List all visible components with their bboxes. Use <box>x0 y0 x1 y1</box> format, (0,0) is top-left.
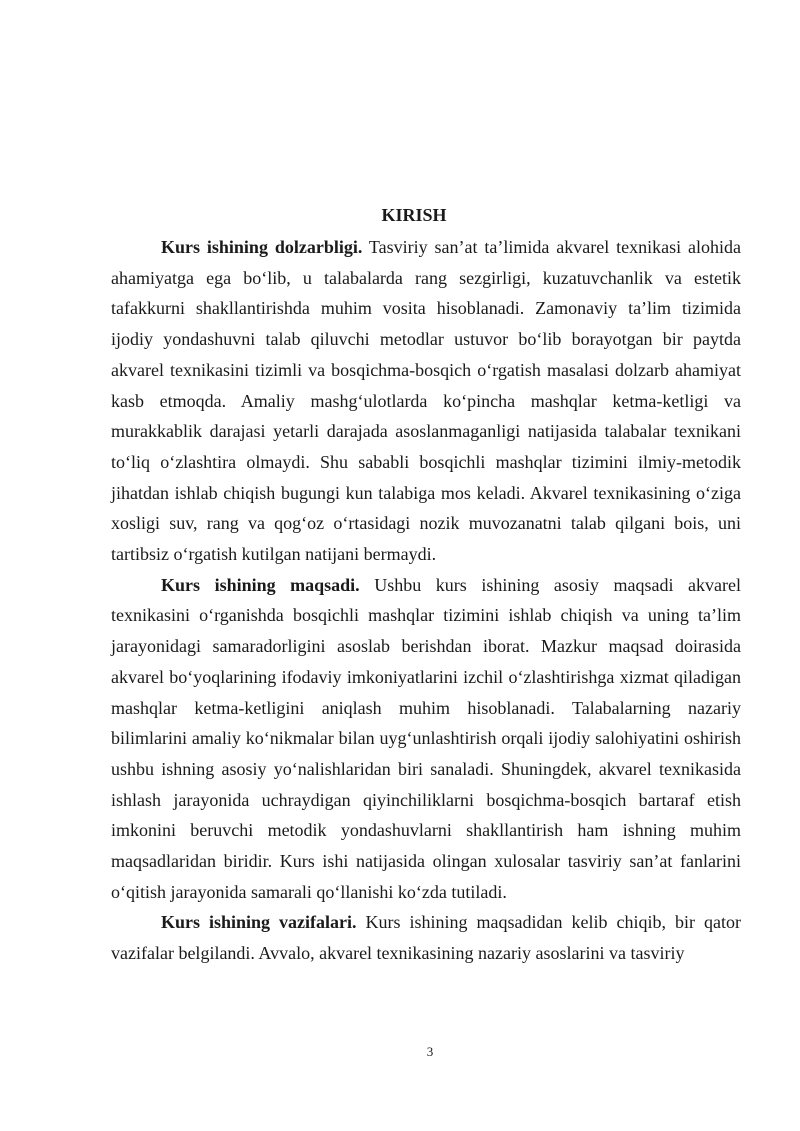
paragraph-text: Ushbu kurs ishining asosiy maqsadi akvarel texnikasini o‘rganishda bosqichli mashqlar tizimini ishlab chiqish va uning ta’lim jarayonidagi samaradorligini asoslab berishdan iborat. Mazkur maqsad doirasida akvarel bo‘yoqlarining ifodaviy imkoniyatlarini izchil o‘zlashtirishga xizmat qiladigan mashqlar ketma-ketligini aniqlash muhim hisoblanadi. Talabalarning nazariy bilimlarini amaliy ko‘nikmalar bilan uyg‘unlashtirish orqali ijodiy salohiyatini oshirish ushbu ishning asosiy yo‘nalishlaridan biri sanaladi. Shuningdek, akvarel texnikasida ishlash jarayonida uchraydigan qiyinchiliklarni bosqichma-bosqich bartaraf etish imkonini beruvchi metodik yondashuvlarni shakllantirish ham ishning muhim maqsadlaridan biridir. Kurs ishi natijasida olingan xulosalar tasviriy san’at fanlarini o‘qitish jarayonida samarali qo‘llanishi ko‘zda tutiladi. <box>111 574 741 902</box>
paragraph-tasks <box>111 907 741 968</box>
paragraph-goal <box>111 570 741 908</box>
paragraph-text: Tasviriy san’at ta’limida akvarel texnikasi alohida ahamiyatga ega bo‘lib, u talabalarda rang sezgirligi, kuzatuvchanlik va estetik tafakkurni shakllantirishda muhim vosita hisoblanadi. Zamonaviy ta’lim tizimida ijodiy yondashuvni talab qiluvchi metodlar ustuvor bo‘lib borayotgan bir paytda akvarel texnikasini tizimli va bosqichma-bosqich o‘rgatish masalasi dolzarb ahamiyat kasb etmoqda. Amaliy mashg‘ulotlarda ko‘pincha mashqlar ketma-ketligi va murakkablik darajasi yetarli darajada asoslanmaganligi natijasida talabalar texnikani to‘liq o‘zlashtira olmaydi. Shu sababli bosqichli mashqlar tizimini ilmiy-metodik jihatdan ishlab chiqish bugungi kun talabiga mos keladi. Akvarel texnikasining o‘ziga xosligi suv, rang va qog‘oz o‘rtasidagi nozik muvozanatni talab qilgani bois, uni tartibsiz o‘rgatish kutilgan natijani bermaydi. <box>111 237 741 565</box>
paragraph-relevance <box>111 232 741 570</box>
paragraph-heading: Kurs ishining maqsadi. <box>161 574 360 595</box>
document-body <box>111 232 741 969</box>
paragraph-heading: Kurs ishining dolzarbligi. <box>161 237 363 257</box>
paragraph-text: Kurs ishining maqsadidan kelib chiqib, bir qator vazifalar belgilandi. Avvalo, akvarel texnikasining nazariy asoslarini va tasviriy <box>111 912 741 964</box>
page-number: 3 <box>426 1044 434 1059</box>
paragraph-heading: Kurs ishining vazifalari. <box>161 912 357 933</box>
page-title: KIRISH <box>381 205 447 225</box>
